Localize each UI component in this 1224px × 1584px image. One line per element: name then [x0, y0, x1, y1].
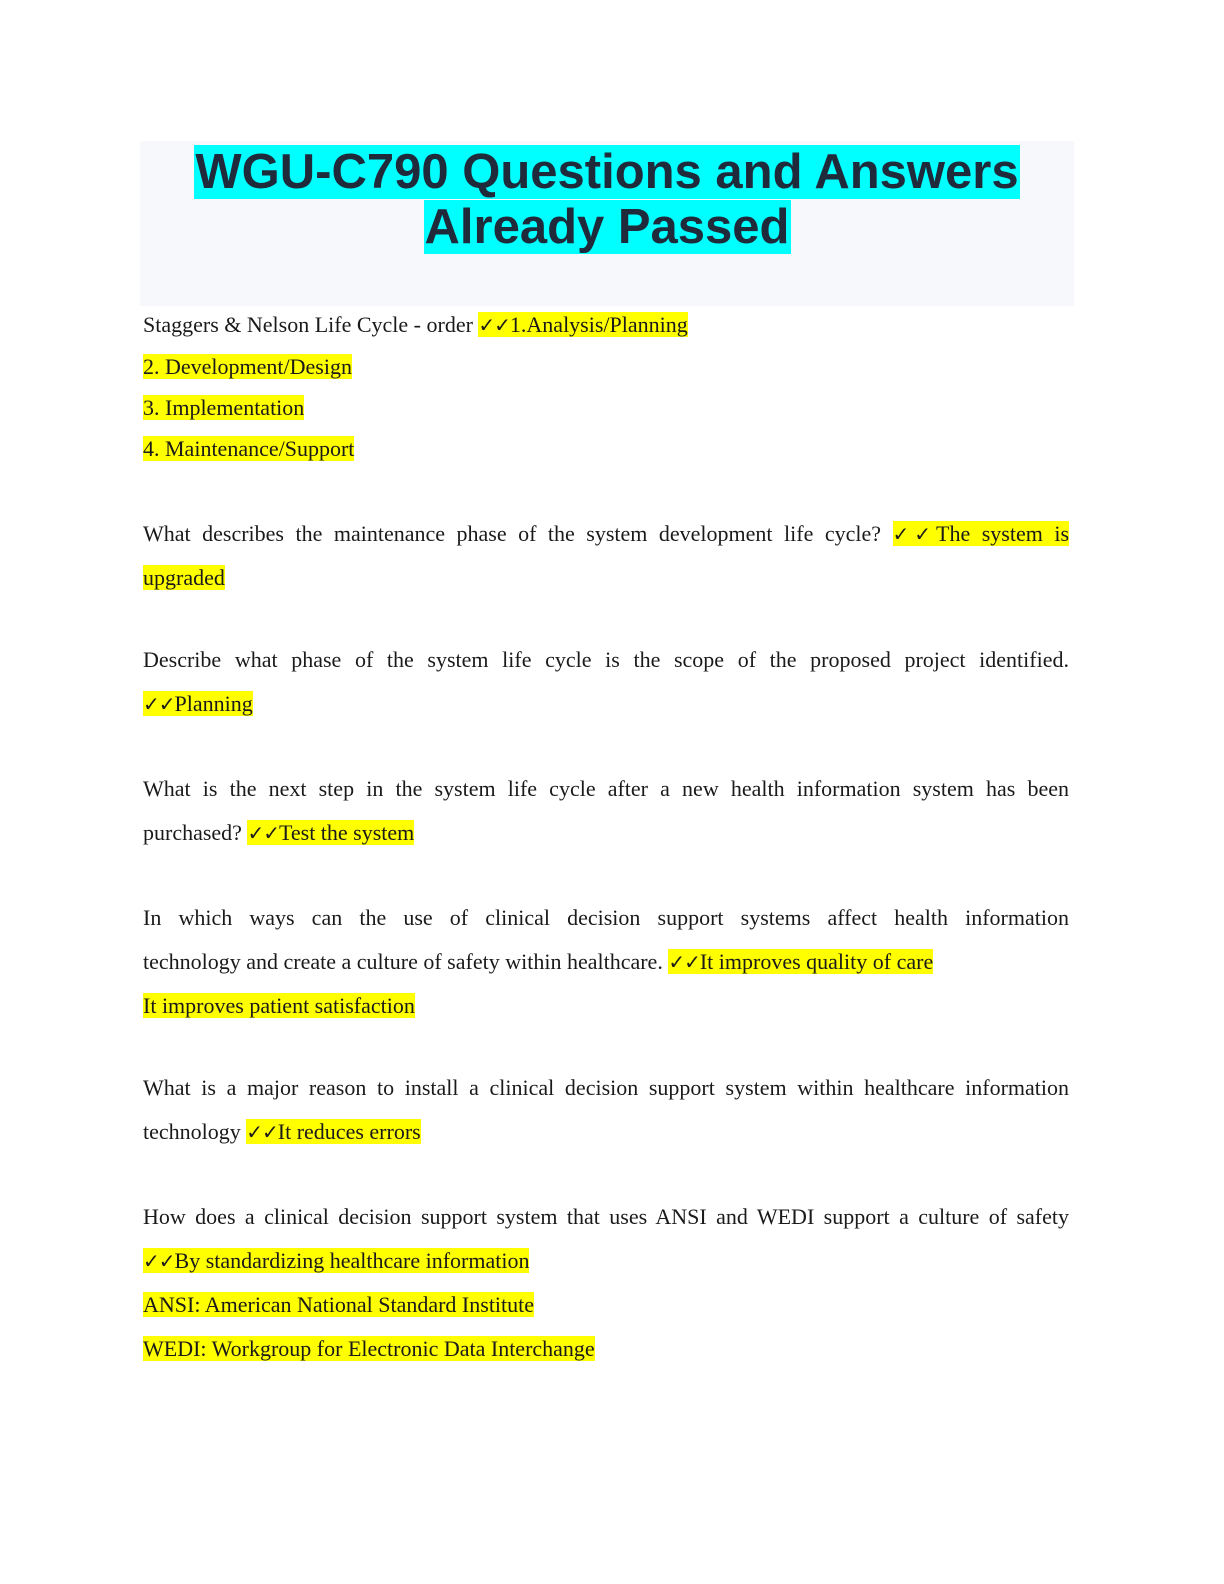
check-mark-icon: ✓✓ [143, 692, 175, 716]
answer-highlight [246, 1119, 420, 1144]
question-text: technology [143, 1119, 247, 1144]
answer-highlight [893, 521, 1070, 546]
answer-text: 1.Analysis/Planning [509, 312, 688, 337]
qa-item-7 [143, 1195, 1069, 1371]
answer-text: 2. Development/Design [143, 354, 352, 379]
answer-line [143, 1239, 1069, 1283]
qa-item-6 [143, 1066, 1069, 1154]
title-block [140, 141, 1074, 306]
question-line [143, 767, 1069, 811]
answer-line [143, 682, 1069, 726]
answer-highlight [247, 820, 414, 845]
answer-highlight [143, 1248, 529, 1273]
check-mark-icon: ✓✓ [143, 1249, 175, 1273]
answer-line [143, 428, 1069, 470]
answer-text: ANSI: American National Standard Institute [143, 1292, 535, 1317]
answer-highlight [143, 691, 253, 716]
check-mark-icon: ✓✓ [668, 950, 700, 974]
question-text: technology and create a culture of safety within healthcare. [143, 949, 669, 974]
answer-text: Test the system [278, 820, 415, 845]
qa-item-2 [143, 512, 1069, 600]
answer-text: 3. Implementation [143, 395, 305, 420]
answer-text: 4. Maintenance/Support [143, 436, 355, 461]
question-text: How does a clinical decision support system that uses ANSI and WEDI support a culture of safety [143, 1204, 1069, 1229]
question-line [143, 512, 1069, 556]
answer-text: upgraded [143, 565, 225, 590]
check-mark-icon: ✓✓ [892, 522, 937, 546]
check-mark-icon: ✓✓ [247, 821, 279, 845]
question-line [143, 1110, 1069, 1154]
answer-text: It improves patient satisfaction [143, 993, 415, 1018]
question-text: Staggers & Nelson Life Cycle - order [143, 312, 479, 337]
answer-line [143, 388, 1069, 428]
answer-text: The system is [936, 521, 1070, 546]
question-text: What is a major reason to install a clinical decision support system within healthcare information [143, 1075, 1069, 1100]
document-body [143, 304, 1069, 1371]
check-mark-icon: ✓✓ [246, 1120, 278, 1144]
answer-text: By standardizing healthcare information [174, 1248, 530, 1273]
question-line [143, 940, 1069, 984]
qa-item-5 [143, 896, 1069, 1028]
question-line [143, 896, 1069, 940]
qa-item-1 [143, 304, 1069, 470]
page-title-line-1: WGU-C790 Questions and Answers [195, 145, 1019, 199]
qa-item-4 [143, 767, 1069, 855]
question-text: purchased? [143, 820, 248, 845]
question-line [143, 304, 1069, 346]
question-text: What describes the maintenance phase of the system development life cycle? [143, 521, 893, 546]
question-text: In which ways can the use of clinical decision support systems affect health information [143, 905, 1069, 930]
answer-line [143, 556, 1069, 600]
question-text: Describe what phase of the system life cycle is the scope of the proposed project identified. [143, 647, 1069, 672]
answer-text: WEDI: Workgroup for Electronic Data Interchange [143, 1336, 595, 1361]
answer-line [143, 984, 1069, 1028]
check-mark-icon: ✓✓ [478, 313, 510, 337]
answer-text: It improves quality of care [699, 949, 934, 974]
answer-text: It reduces errors [277, 1119, 421, 1144]
answer-line [143, 1283, 1069, 1327]
answer-text: Planning [174, 691, 253, 716]
page-title-line-2: Already Passed [424, 200, 790, 254]
question-text: What is the next step in the system life cycle after a new health information system has been [143, 776, 1069, 801]
answer-line [143, 346, 1069, 388]
question-line [143, 1195, 1069, 1239]
answer-line [143, 1327, 1069, 1371]
question-line [143, 638, 1069, 682]
question-line [143, 1066, 1069, 1110]
answer-highlight [668, 949, 933, 974]
qa-item-3 [143, 638, 1069, 726]
question-line [143, 811, 1069, 855]
answer-highlight [478, 312, 687, 337]
